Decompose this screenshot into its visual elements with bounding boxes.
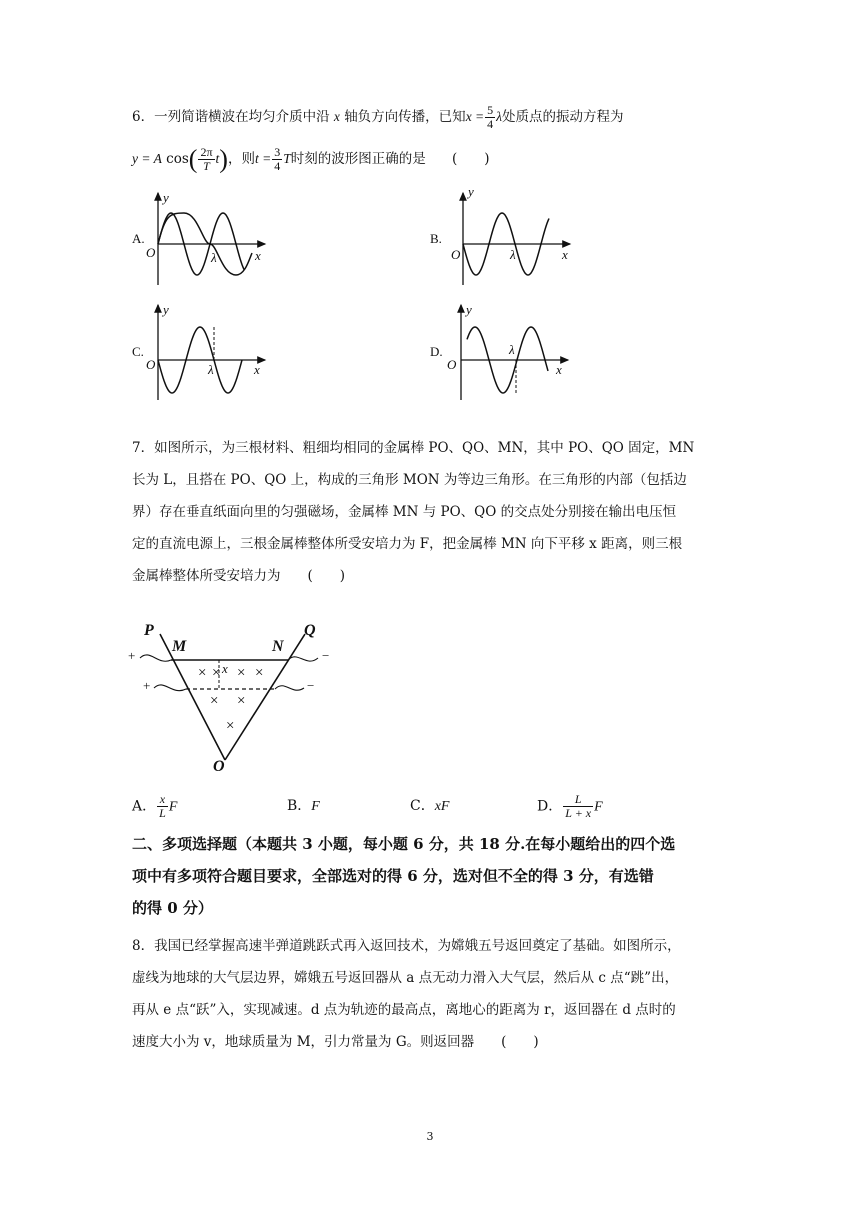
magnetic-field-cross: ×: [210, 693, 219, 709]
option-a-label[interactable]: A.: [132, 231, 145, 246]
q6-time-fraction: $\frac{3}{4}$: [274, 145, 281, 173]
q8-line-1: 8．我国已经掌握高速半弹道跳跃式再入返回技术，为嫦娥五号返回奠定了基础。如图所示，: [132, 938, 681, 954]
answer-bracket: ( ): [452, 151, 490, 167]
q7-line-4: 定的直流电源上，三根金属棒整体所受安培力为 F，把金属棒 MN 向下平移 x 距离，则三根: [132, 536, 683, 552]
q6-equation: y = A: [132, 151, 162, 166]
magnetic-field-cross: ×: [212, 665, 221, 681]
q8-line-3: 再从 e 点“跃”入，实现减速。d 点为轨迹的最高点，离地心的距离为 r，返回器在 d 点时的: [132, 1002, 676, 1018]
q6-option-graphs: [0, 185, 860, 415]
q7-line-2: 长为 L，且搭在 PO、QO 上，构成的三角形 MON 为等边三角形。在三角形的内部（包括边: [132, 472, 687, 488]
q7-choice-c[interactable]: C．xF: [410, 798, 450, 814]
q7-line-1: 7．如图所示，为三根材料、粗细均相同的金属棒 PO、QO、MN，其中 PO、QO 固定，MN: [132, 440, 695, 456]
magnetic-field-cross: ×: [226, 718, 235, 734]
magnetic-field-cross: ×: [237, 665, 246, 681]
q8-line-2: 虚线为地球的大气层边界，嫦娥五号返回器从 a 点无动力滑入大气层，然后从 c 点“跳”出，: [132, 970, 679, 986]
magnetic-field-cross: ×: [255, 665, 264, 681]
q6-position-fraction: $\frac{5}{4}$: [487, 103, 494, 131]
section-2-heading-line-2: 项中有多项符合题目要求，全部选对的得 6 分，选对但不全的得 3 分，有选错: [132, 867, 654, 885]
option-b-graph[interactable]: [463, 193, 570, 285]
option-c-label[interactable]: C.: [132, 344, 144, 359]
q6-line-1: 6．一列简谐横波在均匀介质中沿 x 轴负方向传播，已知x = $\frac{5}{4}$ λ处质点的振动方程为: [132, 103, 624, 131]
q8-line-4: 速度大小为 v，地球质量为 M，引力常量为 G。则返回器 ( ): [132, 1034, 539, 1050]
q7-line-3: 界）存在垂直纸面向里的匀强磁场，金属棒 MN 与 PO、QO 的交点处分别接在输出电压恒: [132, 504, 677, 520]
section-2-heading-line-3: 的得 0 分）: [132, 899, 213, 917]
magnetic-field-cross: ×: [198, 665, 207, 681]
q7-line-5: 金属棒整体所受安培力为 ( ): [132, 568, 346, 584]
q7-choice-d[interactable]: D． $\frac{L}{L + x}$ F: [537, 792, 603, 820]
q7-triangle-figure: [0, 618, 860, 778]
q6-number: 6．: [132, 109, 155, 125]
q6-eq-fraction: $\frac{2\pi}{T}$: [200, 145, 213, 173]
q7-choice-b[interactable]: B．F: [287, 798, 320, 814]
page-number: 3: [426, 1130, 434, 1143]
magnetic-field-cross: ×: [237, 693, 246, 709]
section-2-heading-line-1: 二、多项选择题（本题共 3 小题，每小题 6 分，共 18 分.在每小题给出的四个选: [132, 835, 676, 853]
option-d-label[interactable]: D.: [430, 344, 443, 359]
q7-choice-a[interactable]: A． $\frac{x}{L}$ F: [132, 792, 178, 820]
option-b-label[interactable]: B.: [430, 231, 442, 246]
q6-line-2: y = A cos( $\frac{2\pi}{T}$ t)，则t = $\frac{3}{4}$ T时刻的波形图正确的是 ( ): [132, 144, 490, 174]
